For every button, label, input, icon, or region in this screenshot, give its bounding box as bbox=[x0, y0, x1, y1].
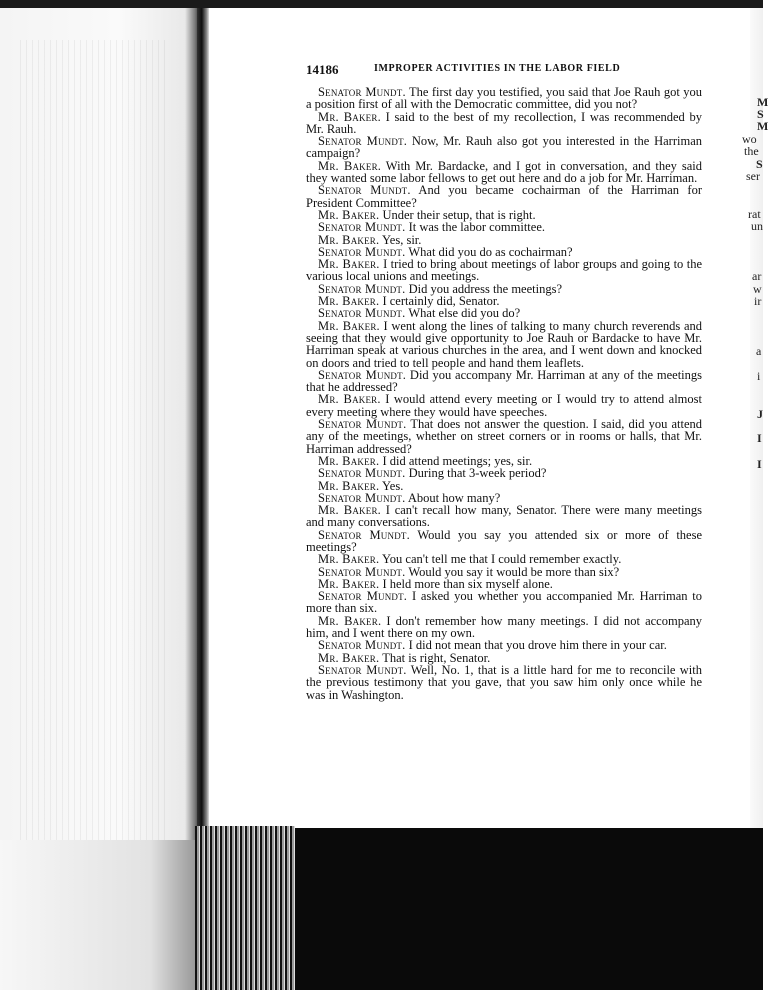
speaker-name: Senator Mundt. bbox=[318, 134, 408, 149]
facing-fragment: M bbox=[757, 95, 768, 109]
speaker-name: Senator Mundt. bbox=[318, 564, 406, 579]
speaker-name: Mr. Baker. bbox=[318, 207, 380, 222]
facing-fragment: M bbox=[757, 119, 768, 133]
left-page-bottom-edge bbox=[0, 840, 200, 990]
statement-text: About how many? bbox=[407, 490, 501, 505]
facing-fragment: ser bbox=[746, 169, 760, 183]
testimony-paragraph bbox=[306, 529, 702, 554]
statement-text: That is right, Senator. bbox=[382, 650, 491, 665]
testimony-paragraph bbox=[306, 504, 702, 529]
speaker-name: Senator Mundt. bbox=[318, 281, 406, 296]
facing-fragment: ar bbox=[752, 269, 762, 283]
speaker-name: Senator Mundt. bbox=[318, 367, 407, 382]
scan-bottom-grain bbox=[195, 826, 295, 990]
statement-text: With Mr. Bardacke, and I got in conversation, and they said they wanted some labor fellows to get out here and do a job for Mr. Harriman. bbox=[306, 158, 702, 186]
book-gutter bbox=[197, 8, 209, 833]
speaker-name: Senator Mundt. bbox=[318, 306, 406, 321]
testimony-paragraph bbox=[306, 86, 702, 111]
statement-text: I went along the lines of talking to many church reverends and seeing that they would give opportunity to Joe Rauh or Bardacke to have Mr. Harriman speak at various churches in the area, and I went down and knocked on doors and tried to tell people and hand them leaflets. bbox=[306, 318, 702, 370]
facing-fragment: w bbox=[753, 282, 762, 296]
statement-text: I certainly did, Senator. bbox=[382, 294, 500, 309]
statement-text: You can't tell me that I could remember exactly. bbox=[382, 552, 622, 567]
statement-text: What else did you do? bbox=[408, 306, 521, 321]
statement-text: During that 3-week period? bbox=[408, 466, 547, 481]
speaker-name: Senator Mundt. bbox=[318, 589, 408, 604]
speaker-name: Mr. Baker. bbox=[318, 294, 380, 309]
testimony-paragraph bbox=[306, 664, 702, 701]
facing-fragment: the bbox=[744, 144, 759, 158]
speaker-name: Senator Mundt. bbox=[318, 490, 406, 505]
testimony-paragraph bbox=[306, 615, 702, 640]
statement-text: Under their setup, that is right. bbox=[382, 207, 536, 222]
running-title: IMPROPER ACTIVITIES IN THE LABOR FIELD bbox=[374, 63, 621, 74]
testimony-paragraph bbox=[306, 258, 702, 283]
statement-text: Did you address the meetings? bbox=[408, 281, 563, 296]
speaker-name: Mr. Baker. bbox=[318, 158, 382, 173]
speaker-name: Senator Mundt. bbox=[318, 638, 406, 653]
testimony-body bbox=[306, 86, 702, 701]
statement-text: I tried to bring about meetings of labor groups and going to the various local unions and meetings. bbox=[306, 257, 702, 284]
statement-text: Did you accompany Mr. Harriman at any of the meetings that he addressed? bbox=[306, 367, 702, 395]
speaker-name: Mr. Baker. bbox=[318, 453, 380, 468]
testimony-paragraph bbox=[306, 369, 702, 394]
left-page-texture bbox=[20, 40, 170, 840]
statement-text: I did not mean that you drove him there in your car. bbox=[408, 638, 667, 653]
testimony-paragraph bbox=[306, 590, 702, 615]
speaker-name: Mr. Baker. bbox=[318, 650, 380, 665]
statement-text: I asked you whether you accompanied Mr. Harriman to more than six. bbox=[306, 589, 703, 616]
page-number: 14186 bbox=[306, 62, 339, 77]
statement-text: Now, Mr. Rauh also got you interested in the Harriman campaign? bbox=[306, 134, 703, 161]
speaker-name: Mr. Baker. bbox=[318, 109, 381, 124]
facing-fragment: ir bbox=[754, 294, 762, 308]
speaker-name: Mr. Baker. bbox=[318, 257, 380, 272]
speaker-name: Mr. Baker. bbox=[318, 613, 382, 628]
facing-fragment: S bbox=[757, 107, 764, 121]
facing-fragment: a bbox=[756, 344, 762, 358]
speaker-name: Senator Mundt. bbox=[318, 466, 406, 481]
testimony-paragraph bbox=[306, 160, 702, 185]
facing-fragment: i bbox=[757, 369, 761, 383]
speaker-name: Senator Mundt. bbox=[318, 662, 407, 677]
testimony-paragraph bbox=[306, 418, 702, 455]
statement-text: That does not answer the question. I said, did you attend any of the meetings, whether on street corners or in rooms or halls, that Mr. Harriman addressed? bbox=[306, 417, 703, 456]
facing-fragment: wo bbox=[742, 132, 757, 146]
speaker-name: Senator Mundt. bbox=[318, 85, 406, 99]
testimony-paragraph bbox=[306, 111, 702, 136]
facing-fragment: J bbox=[757, 407, 763, 421]
speaker-name: Senator Mundt. bbox=[318, 527, 410, 542]
statement-text: It was the labor committee. bbox=[408, 220, 545, 235]
testimony-paragraph bbox=[306, 393, 702, 418]
facing-fragment: S bbox=[756, 157, 763, 171]
statement-text: I held more than six myself alone. bbox=[382, 576, 553, 591]
statement-text: Would you say you attended six or more of these meetings? bbox=[306, 527, 702, 554]
facing-fragment: I bbox=[757, 457, 762, 471]
testimony-paragraph bbox=[306, 320, 702, 369]
speaker-name: Mr. Baker. bbox=[318, 318, 380, 333]
facing-fragment: I bbox=[757, 431, 762, 445]
page-header bbox=[306, 62, 702, 80]
speaker-name: Mr. Baker. bbox=[318, 503, 381, 518]
statement-text: Yes, sir. bbox=[382, 232, 422, 247]
facing-fragment: rat bbox=[748, 207, 761, 221]
statement-text: I can't recall how many, Senator. There were many meetings and many conversations. bbox=[306, 503, 703, 530]
speaker-name: Mr. Baker. bbox=[318, 392, 381, 407]
speaker-name: Mr. Baker. bbox=[318, 478, 380, 493]
statement-text: What did you do as cochairman? bbox=[408, 244, 573, 259]
speaker-name: Senator Mundt. bbox=[318, 220, 406, 235]
statement-text: Well, No. 1, that is a little hard for me to reconcile with the previous testimony that you gave, that you saw him only once while he was in Washington. bbox=[306, 662, 702, 702]
statement-text: I would attend every meeting or I would try to attend almost every meeting where they would have speeches. bbox=[306, 392, 702, 419]
statement-text: The first day you testified, you said that Joe Rauh got you a position first of all with the Democratic committee, did you not? bbox=[306, 85, 702, 112]
testimony-paragraph bbox=[306, 184, 702, 209]
statement-text: I said to the best of my recollection, I was recommended by Mr. Rauh. bbox=[306, 109, 702, 136]
statement-text: I did attend meetings; yes, sir. bbox=[382, 453, 533, 468]
statement-text: Would you say it would be more than six? bbox=[408, 564, 620, 579]
speaker-name: Senator Mundt. bbox=[318, 417, 407, 432]
speaker-name: Senator Mundt. bbox=[318, 244, 406, 259]
speaker-name: Mr. Baker. bbox=[318, 576, 380, 591]
scan-top-border bbox=[0, 0, 763, 8]
statement-text: Yes. bbox=[382, 478, 404, 493]
speaker-name: Mr. Baker. bbox=[318, 232, 380, 247]
speaker-name: Senator Mundt. bbox=[318, 183, 411, 198]
statement-text: I don't remember how many meetings. I did not accompany him, and I went there on my own. bbox=[306, 613, 702, 641]
testimony-paragraph bbox=[306, 135, 702, 160]
statement-text: And you became cochairman of the Harriman for President Committee? bbox=[306, 183, 703, 210]
speaker-name: Mr. Baker. bbox=[318, 552, 380, 567]
facing-fragment: un bbox=[751, 219, 763, 233]
